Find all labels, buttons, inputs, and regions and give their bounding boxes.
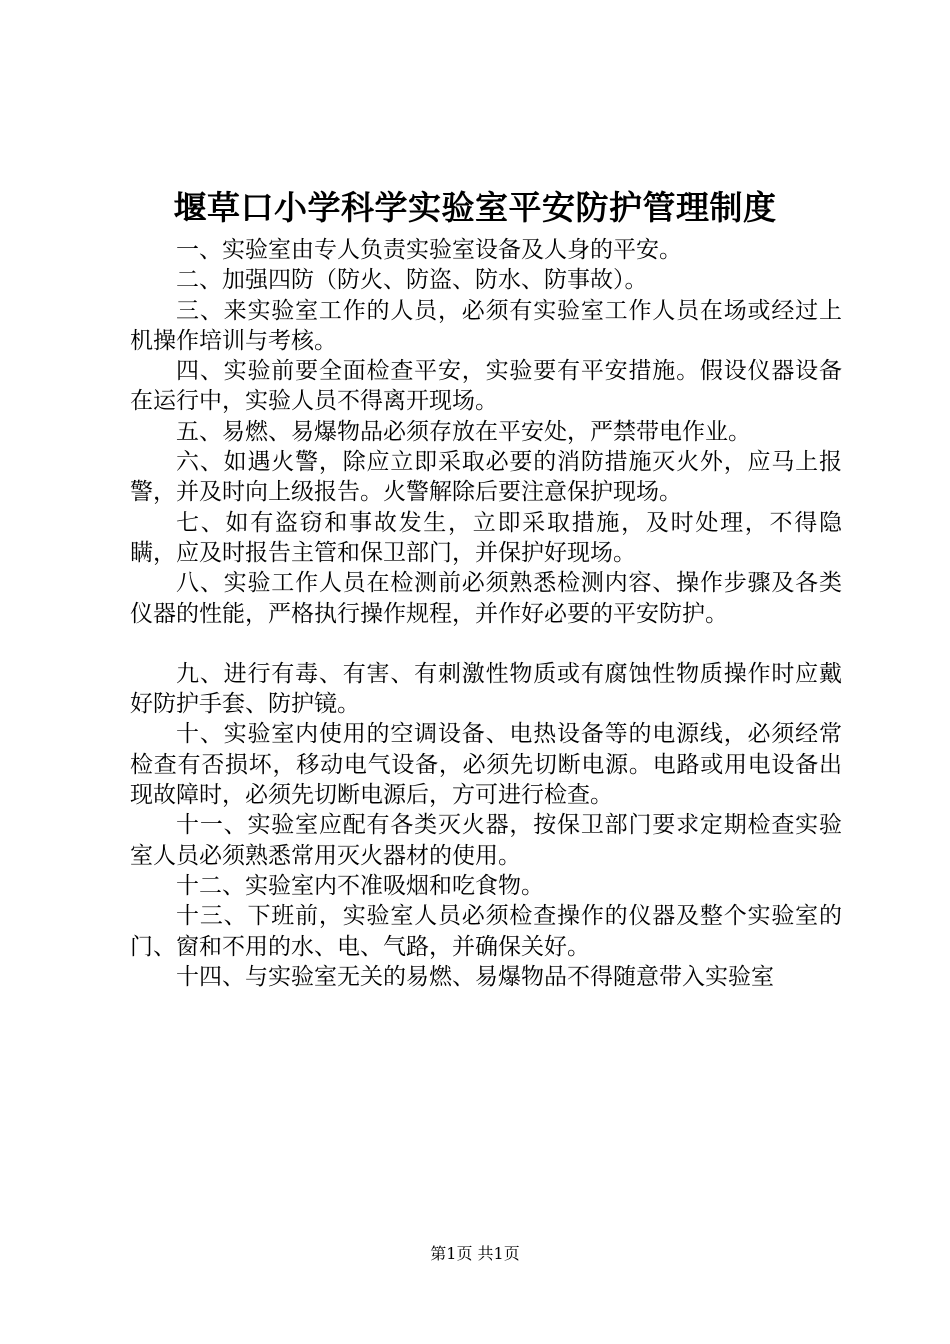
page-title: 堰草口小学科学实验室平安防护管理制度 (173, 188, 777, 227)
document-body (130, 235, 842, 992)
rule-paragraph-6: 六、如遇火警，除应立即采取必要的消防措施灭火外，应马上报警，并及时向上级报告。火警解除后要注意保护现场。 (130, 449, 842, 506)
rule-paragraph-7: 七、如有盗窃和事故发生，立即采取措施，及时处理，不得隐瞒，应及时报告主管和保卫部门，并保护好现场。 (130, 509, 842, 566)
page-footer: 第1页 共1页 (430, 1244, 520, 1263)
rule-paragraph-14: 十四、与实验室无关的易燃、易爆物品不得随意带入实验室 (176, 963, 774, 990)
rule-paragraph-2: 二、加强四防（防火、防盗、防水、防事故）。 (176, 267, 648, 294)
rule-paragraph-12: 十二、实验室内不准吸烟和吃食物。 (176, 872, 544, 899)
rule-paragraph-13: 十三、下班前，实验室人员必须检查操作的仪器及整个实验室的门、窗和不用的水、电、气路，并确保关好。 (130, 903, 842, 960)
rule-paragraph-8: 八、实验工作人员在检测前必须熟悉检测内容、操作步骤及各类仪器的性能，严格执行操作规程，并作好必要的平安防护。 (130, 570, 842, 627)
rule-paragraph-11: 十一、实验室应配有各类灭火器，按保卫部门要求定期检查实验室人员必须熟悉常用灭火器材的使用。 (130, 812, 842, 869)
rule-paragraph-10: 十、实验室内使用的空调设备、电热设备等的电源线，必须经常检查有否损坏，移动电气设备，必须先切断电源。电路或用电设备出现故障时，必须先切断电源后，方可进行检查。 (130, 721, 842, 809)
rule-paragraph-1: 一、实验室由专人负责实验室设备及人身的平安。 (176, 237, 682, 263)
rule-paragraph-5: 五、易燃、易爆物品必须存放在平安处，严禁带电作业。 (176, 418, 751, 445)
rule-paragraph-3: 三、来实验室工作的人员，必须有实验室工作人员在场或经过上机操作培训与考核。 (130, 297, 842, 354)
rule-paragraph-9: 九、进行有毒、有害、有刺激性物质或有腐蚀性物质操作时应戴好防护手套、防护镜。 (130, 660, 842, 718)
rule-paragraph-4: 四、实验前要全面检查平安，实验要有平安措施。假设仪器设备在运行中，实验人员不得离开现场。 (130, 358, 842, 415)
